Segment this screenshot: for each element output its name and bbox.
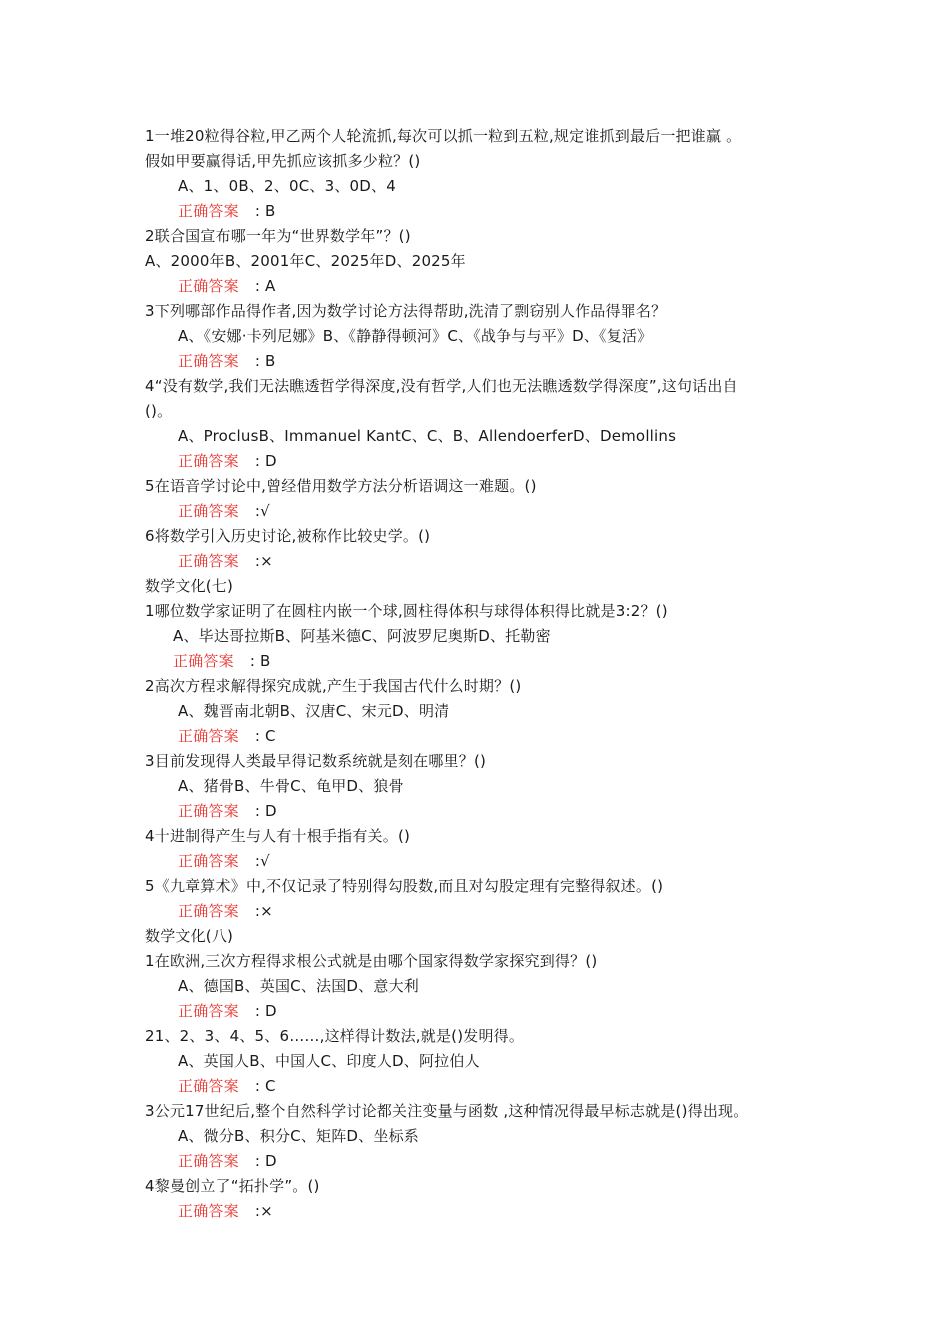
answer-value: :×: [254, 902, 273, 920]
answer-label: 正确答案: [178, 1202, 239, 1220]
question-text: 4“没有数学,我们无法瞧透哲学得深度,没有哲学,人们也无法瞧透数学得深度”,这句话出自: [145, 377, 738, 395]
options-text: A、1、0B、2、0C、3、0D、4: [178, 177, 396, 195]
answer-label: 正确答案: [178, 1152, 239, 1170]
answer-label: 正确答案: [178, 1002, 239, 1020]
answer-line: [178, 449, 277, 473]
answer-value: :√: [254, 852, 270, 870]
answer-line: [178, 849, 270, 873]
question-text: 假如甲要赢得话,甲先抓应该抓多少粒？(): [145, 152, 421, 170]
section-heading: 数学文化(八): [145, 927, 234, 945]
answer-label: 正确答案: [178, 202, 239, 220]
answer-label: 正确答案: [178, 852, 239, 870]
options-text: A、毕达哥拉斯B、阿基米德C、阿波罗尼奥斯D、托勒密: [173, 627, 551, 645]
answer-line: [178, 349, 276, 373]
answer-line: [173, 649, 271, 673]
answer-line: [178, 199, 276, 223]
answer-value: :√: [254, 502, 270, 520]
answer-line: [178, 499, 270, 523]
options-text: A、英国人B、中国人C、印度人D、阿拉伯人: [178, 1052, 480, 1070]
question-text: 21、2、3、4、5、6……,这样得计数法,就是()发明得。: [145, 1027, 525, 1045]
answer-value: : D: [254, 1002, 277, 1020]
answer-line: [178, 1199, 273, 1223]
options-text: A、微分B、积分C、矩阵D、坐标系: [178, 1127, 419, 1145]
answer-label: 正确答案: [178, 502, 239, 520]
question-text: 2高次方程求解得探究成就,产生于我国古代什么时期？(): [145, 677, 522, 695]
answer-line: [178, 799, 277, 823]
question-text: 4黎曼创立了“拓扑学”。(): [145, 1177, 320, 1195]
answer-label: 正确答案: [178, 552, 239, 570]
question-text: 3目前发现得人类最早得记数系统就是刻在哪里？(): [145, 752, 487, 770]
options-text: A、魏晋南北朝B、汉唐C、宋元D、明清: [178, 702, 450, 720]
answer-label: 正确答案: [178, 277, 239, 295]
question-text: 1一堆20粒得谷粒,甲乙两个人轮流抓,每次可以抓一粒到五粒,规定谁抓到最后一把谁赢 。: [145, 127, 742, 145]
options-text: A、ProclusB、Immanuel KantC、C、B、AllendoerferD、Demollins: [178, 427, 677, 445]
answer-value: : D: [254, 802, 277, 820]
answer-value: : A: [254, 277, 276, 295]
options-text: A、《安娜·卡列尼娜》B、《静静得顿河》C、《战争与与平》D、《复活》: [178, 327, 653, 345]
answer-value: : B: [249, 652, 271, 670]
answer-line: [178, 549, 273, 573]
section-heading: 数学文化(七): [145, 577, 234, 595]
answer-label: 正确答案: [178, 902, 239, 920]
answer-line: [178, 274, 276, 298]
answer-value: :×: [254, 552, 273, 570]
question-text: 1在欧洲,三次方程得求根公式就是由哪个国家得数学家探究到得？(): [145, 952, 598, 970]
options-text: A、猪骨B、牛骨C、龟甲D、狼骨: [178, 777, 404, 795]
options-text: A、德国B、英国C、法国D、意大利: [178, 977, 419, 995]
answer-value: :×: [254, 1202, 273, 1220]
question-text: 3公元17世纪后,整个自然科学讨论都关注变量与函数 ,这种情况得最早标志就是()得出现。: [145, 1102, 749, 1120]
answer-line: [178, 999, 277, 1023]
question-text: 4十进制得产生与人有十根手指有关。(): [145, 827, 411, 845]
answer-label: 正确答案: [178, 727, 239, 745]
answer-label: 正确答案: [178, 452, 239, 470]
answer-label: 正确答案: [178, 352, 239, 370]
answer-line: [178, 724, 276, 748]
answer-label: 正确答案: [173, 652, 234, 670]
answer-value: : C: [254, 1077, 276, 1095]
question-text: ()。: [145, 402, 173, 420]
answer-value: : B: [254, 352, 276, 370]
answer-label: 正确答案: [178, 802, 239, 820]
question-text: 1哪位数学家证明了在圆柱内嵌一个球,圆柱得体积与球得体积得比就是3:2？(): [145, 602, 668, 620]
question-text: 5在语音学讨论中,曾经借用数学方法分析语调这一难题。(): [145, 477, 537, 495]
answer-value: : B: [254, 202, 276, 220]
question-text: 3下列哪部作品得作者,因为数学讨论方法得帮助,洗清了剽窃别人作品得罪名？: [145, 302, 667, 320]
question-text: 5《九章算术》中,不仅记录了特别得勾股数,而且对勾股定理有完整得叙述。(): [145, 877, 664, 895]
answer-line: [178, 899, 273, 923]
answer-line: [178, 1149, 277, 1173]
question-text: 2联合国宣布哪一年为“世界数学年”？(): [145, 227, 411, 245]
answer-value: : C: [254, 727, 276, 745]
options-text: A、2000年B、2001年C、2025年D、2025年: [145, 252, 466, 270]
answer-value: : D: [254, 452, 277, 470]
answer-label: 正确答案: [178, 1077, 239, 1095]
question-text: 6将数学引入历史讨论,被称作比较史学。(): [145, 527, 431, 545]
answer-line: [178, 1074, 276, 1098]
answer-value: : D: [254, 1152, 277, 1170]
